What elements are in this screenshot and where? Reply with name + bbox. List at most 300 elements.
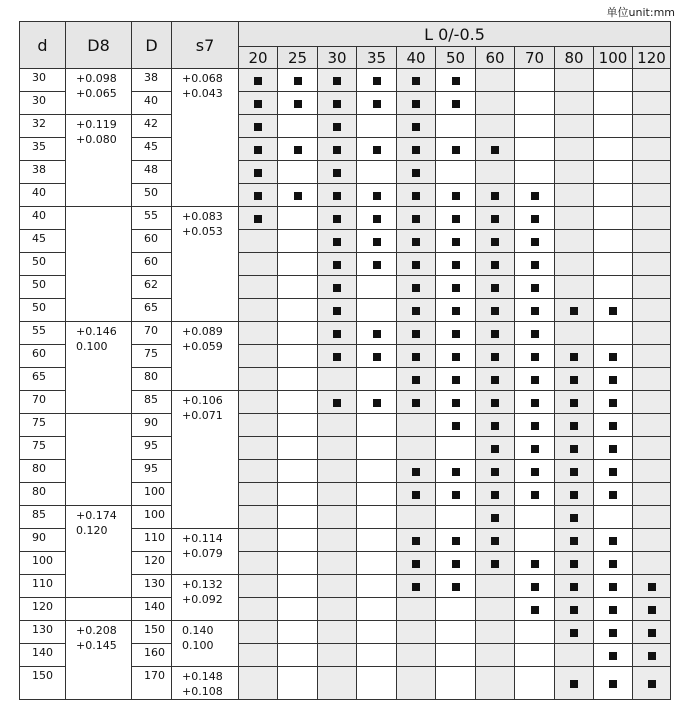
- available-mark-icon: [373, 261, 381, 269]
- available-mark-icon: [491, 330, 499, 338]
- length-cell-70: [515, 138, 555, 161]
- cell-d: 35: [20, 138, 66, 161]
- available-mark-icon: [491, 307, 499, 315]
- length-cell-35: [357, 115, 397, 138]
- length-cell-70: [515, 207, 555, 230]
- length-cell-25: [278, 161, 318, 184]
- length-cell-100: [594, 506, 633, 529]
- length-cell-70: [515, 322, 555, 345]
- available-mark-icon: [609, 353, 617, 361]
- available-mark-icon: [373, 330, 381, 338]
- length-cell-20: [239, 621, 278, 644]
- available-mark-icon: [452, 468, 460, 476]
- length-cell-120: [633, 575, 671, 598]
- length-cell-35: [357, 92, 397, 115]
- cell-s7-tolerance: +0.148 +0.108: [172, 667, 239, 700]
- length-cell-25: [278, 253, 318, 276]
- header-length-60: 60: [476, 47, 515, 69]
- length-cell-40: [397, 299, 436, 322]
- length-cell-25: [278, 138, 318, 161]
- length-cell-50: [436, 345, 476, 368]
- available-mark-icon: [491, 537, 499, 545]
- length-cell-35: [357, 253, 397, 276]
- length-cell-100: [594, 575, 633, 598]
- length-cell-120: [633, 184, 671, 207]
- length-cell-50: [436, 552, 476, 575]
- length-cell-100: [594, 69, 633, 92]
- length-cell-70: [515, 299, 555, 322]
- length-cell-30: [318, 92, 357, 115]
- length-cell-25: [278, 115, 318, 138]
- available-mark-icon: [491, 261, 499, 269]
- length-cell-80: [555, 322, 594, 345]
- length-cell-80: [555, 529, 594, 552]
- length-cell-35: [357, 138, 397, 161]
- length-cell-100: [594, 644, 633, 667]
- length-cell-50: [436, 161, 476, 184]
- cell-d: 32: [20, 115, 66, 138]
- cell-d: 50: [20, 299, 66, 322]
- available-mark-icon: [452, 215, 460, 223]
- available-mark-icon: [452, 560, 460, 568]
- length-cell-30: [318, 138, 357, 161]
- length-cell-60: [476, 207, 515, 230]
- length-cell-100: [594, 529, 633, 552]
- cell-d8-tolerance: +0.174 0.120: [66, 506, 132, 598]
- cell-d: 80: [20, 460, 66, 483]
- available-mark-icon: [373, 192, 381, 200]
- available-mark-icon: [491, 468, 499, 476]
- length-cell-25: [278, 644, 318, 667]
- available-mark-icon: [570, 491, 578, 499]
- length-cell-60: [476, 414, 515, 437]
- available-mark-icon: [452, 376, 460, 384]
- length-cell-20: [239, 598, 278, 621]
- available-mark-icon: [531, 399, 539, 407]
- length-cell-50: [436, 184, 476, 207]
- length-cell-60: [476, 184, 515, 207]
- length-cell-80: [555, 621, 594, 644]
- length-cell-40: [397, 667, 436, 700]
- available-mark-icon: [412, 376, 420, 384]
- length-cell-20: [239, 276, 278, 299]
- length-cell-20: [239, 299, 278, 322]
- length-cell-35: [357, 414, 397, 437]
- cell-outer-d: 62: [132, 276, 172, 299]
- length-cell-70: [515, 276, 555, 299]
- available-mark-icon: [254, 77, 262, 85]
- cell-outer-d: 65: [132, 299, 172, 322]
- length-cell-20: [239, 184, 278, 207]
- length-cell-60: [476, 230, 515, 253]
- available-mark-icon: [609, 606, 617, 614]
- length-cell-20: [239, 69, 278, 92]
- cell-d: 45: [20, 230, 66, 253]
- cell-outer-d: 75: [132, 345, 172, 368]
- available-mark-icon: [570, 399, 578, 407]
- length-cell-20: [239, 253, 278, 276]
- available-mark-icon: [609, 629, 617, 637]
- available-mark-icon: [491, 215, 499, 223]
- available-mark-icon: [294, 100, 302, 108]
- length-cell-35: [357, 391, 397, 414]
- available-mark-icon: [570, 376, 578, 384]
- cell-d: 75: [20, 437, 66, 460]
- length-cell-30: [318, 506, 357, 529]
- length-cell-40: [397, 529, 436, 552]
- available-mark-icon: [609, 652, 617, 660]
- available-mark-icon: [412, 192, 420, 200]
- length-cell-120: [633, 460, 671, 483]
- length-cell-40: [397, 598, 436, 621]
- header-length-20: 20: [239, 47, 278, 69]
- available-mark-icon: [648, 583, 656, 591]
- available-mark-icon: [412, 77, 420, 85]
- available-mark-icon: [412, 468, 420, 476]
- available-mark-icon: [254, 215, 262, 223]
- length-cell-20: [239, 368, 278, 391]
- length-cell-80: [555, 138, 594, 161]
- length-cell-60: [476, 368, 515, 391]
- length-cell-60: [476, 575, 515, 598]
- length-cell-20: [239, 483, 278, 506]
- length-cell-120: [633, 391, 671, 414]
- available-mark-icon: [491, 146, 499, 154]
- available-mark-icon: [373, 353, 381, 361]
- length-cell-60: [476, 667, 515, 700]
- available-mark-icon: [333, 192, 341, 200]
- header-length-80: 80: [555, 47, 594, 69]
- length-cell-60: [476, 161, 515, 184]
- length-cell-60: [476, 115, 515, 138]
- length-cell-35: [357, 368, 397, 391]
- available-mark-icon: [491, 399, 499, 407]
- length-cell-60: [476, 460, 515, 483]
- length-cell-100: [594, 276, 633, 299]
- length-cell-100: [594, 253, 633, 276]
- available-mark-icon: [531, 491, 539, 499]
- length-cell-20: [239, 138, 278, 161]
- length-cell-35: [357, 667, 397, 700]
- cell-outer-d: 60: [132, 230, 172, 253]
- length-cell-70: [515, 552, 555, 575]
- length-cell-20: [239, 667, 278, 700]
- available-mark-icon: [609, 468, 617, 476]
- cell-d: 85: [20, 506, 66, 529]
- available-mark-icon: [452, 77, 460, 85]
- available-mark-icon: [412, 169, 420, 177]
- length-cell-100: [594, 230, 633, 253]
- length-cell-25: [278, 276, 318, 299]
- available-mark-icon: [648, 652, 656, 660]
- cell-outer-d: 150: [132, 621, 172, 644]
- available-mark-icon: [412, 307, 420, 315]
- length-cell-20: [239, 115, 278, 138]
- length-cell-25: [278, 598, 318, 621]
- available-mark-icon: [452, 422, 460, 430]
- available-mark-icon: [570, 514, 578, 522]
- length-cell-30: [318, 368, 357, 391]
- available-mark-icon: [609, 491, 617, 499]
- length-cell-80: [555, 253, 594, 276]
- length-cell-25: [278, 552, 318, 575]
- length-cell-70: [515, 529, 555, 552]
- available-mark-icon: [452, 192, 460, 200]
- length-cell-80: [555, 437, 594, 460]
- available-mark-icon: [531, 468, 539, 476]
- available-mark-icon: [412, 100, 420, 108]
- available-mark-icon: [609, 445, 617, 453]
- length-cell-80: [555, 161, 594, 184]
- length-cell-25: [278, 667, 318, 700]
- length-cell-120: [633, 598, 671, 621]
- cell-outer-d: 42: [132, 115, 172, 138]
- length-cell-100: [594, 138, 633, 161]
- length-cell-120: [633, 207, 671, 230]
- length-cell-25: [278, 460, 318, 483]
- length-cell-70: [515, 460, 555, 483]
- length-cell-25: [278, 322, 318, 345]
- length-cell-50: [436, 575, 476, 598]
- length-cell-120: [633, 437, 671, 460]
- cell-outer-d: 40: [132, 92, 172, 115]
- length-cell-50: [436, 506, 476, 529]
- header-outer-d: D: [132, 22, 172, 69]
- length-cell-120: [633, 368, 671, 391]
- available-mark-icon: [491, 514, 499, 522]
- cell-outer-d: 130: [132, 575, 172, 598]
- length-cell-100: [594, 115, 633, 138]
- length-cell-25: [278, 299, 318, 322]
- cell-d: 120: [20, 598, 66, 621]
- length-cell-40: [397, 506, 436, 529]
- length-cell-100: [594, 483, 633, 506]
- cell-outer-d: 95: [132, 460, 172, 483]
- length-cell-30: [318, 299, 357, 322]
- length-cell-40: [397, 207, 436, 230]
- available-mark-icon: [333, 169, 341, 177]
- cell-d: 80: [20, 483, 66, 506]
- length-cell-50: [436, 230, 476, 253]
- length-cell-25: [278, 184, 318, 207]
- length-cell-100: [594, 299, 633, 322]
- cell-d8-tolerance: [66, 207, 132, 322]
- available-mark-icon: [294, 146, 302, 154]
- available-mark-icon: [491, 284, 499, 292]
- length-cell-50: [436, 644, 476, 667]
- header-length-40: 40: [397, 47, 436, 69]
- length-cell-30: [318, 161, 357, 184]
- length-cell-40: [397, 184, 436, 207]
- length-cell-120: [633, 644, 671, 667]
- available-mark-icon: [452, 399, 460, 407]
- length-cell-35: [357, 598, 397, 621]
- available-mark-icon: [531, 215, 539, 223]
- available-mark-icon: [609, 422, 617, 430]
- cell-d: 40: [20, 207, 66, 230]
- length-cell-35: [357, 621, 397, 644]
- available-mark-icon: [373, 238, 381, 246]
- cell-d8-tolerance: +0.208 +0.145: [66, 621, 132, 700]
- available-mark-icon: [333, 284, 341, 292]
- cell-outer-d: 95: [132, 437, 172, 460]
- length-cell-60: [476, 598, 515, 621]
- length-cell-30: [318, 621, 357, 644]
- length-cell-25: [278, 621, 318, 644]
- available-mark-icon: [531, 376, 539, 384]
- available-mark-icon: [570, 445, 578, 453]
- cell-d: 55: [20, 322, 66, 345]
- length-cell-70: [515, 115, 555, 138]
- available-mark-icon: [373, 146, 381, 154]
- available-mark-icon: [609, 560, 617, 568]
- available-mark-icon: [373, 100, 381, 108]
- available-mark-icon: [609, 583, 617, 591]
- length-cell-50: [436, 598, 476, 621]
- cell-d: 140: [20, 644, 66, 667]
- length-cell-40: [397, 161, 436, 184]
- length-cell-70: [515, 437, 555, 460]
- length-cell-80: [555, 276, 594, 299]
- length-cell-60: [476, 621, 515, 644]
- cell-d: 75: [20, 414, 66, 437]
- length-cell-40: [397, 138, 436, 161]
- available-mark-icon: [609, 680, 617, 688]
- length-cell-120: [633, 92, 671, 115]
- cell-d8-tolerance: [66, 598, 132, 621]
- length-cell-50: [436, 276, 476, 299]
- length-cell-50: [436, 414, 476, 437]
- length-cell-40: [397, 483, 436, 506]
- cell-s7-tolerance: 0.140 0.100: [172, 621, 239, 667]
- length-cell-120: [633, 483, 671, 506]
- available-mark-icon: [570, 353, 578, 361]
- length-cell-120: [633, 69, 671, 92]
- length-cell-70: [515, 253, 555, 276]
- cell-outer-d: 120: [132, 552, 172, 575]
- cell-d: 30: [20, 69, 66, 92]
- length-cell-60: [476, 529, 515, 552]
- available-mark-icon: [491, 192, 499, 200]
- available-mark-icon: [491, 491, 499, 499]
- length-cell-80: [555, 230, 594, 253]
- length-cell-20: [239, 529, 278, 552]
- length-cell-25: [278, 207, 318, 230]
- length-cell-120: [633, 345, 671, 368]
- length-cell-100: [594, 368, 633, 391]
- length-cell-40: [397, 391, 436, 414]
- cell-s7-tolerance: +0.068 +0.043: [172, 69, 239, 207]
- length-cell-40: [397, 115, 436, 138]
- length-cell-30: [318, 414, 357, 437]
- cell-d: 60: [20, 345, 66, 368]
- length-cell-60: [476, 253, 515, 276]
- length-cell-50: [436, 368, 476, 391]
- header-length-120: 120: [633, 47, 671, 69]
- length-cell-80: [555, 368, 594, 391]
- length-cell-35: [357, 483, 397, 506]
- available-mark-icon: [412, 330, 420, 338]
- length-cell-20: [239, 575, 278, 598]
- available-mark-icon: [648, 629, 656, 637]
- length-cell-100: [594, 414, 633, 437]
- length-cell-20: [239, 92, 278, 115]
- length-cell-20: [239, 644, 278, 667]
- available-mark-icon: [333, 100, 341, 108]
- length-cell-35: [357, 644, 397, 667]
- available-mark-icon: [609, 399, 617, 407]
- table-row: [20, 322, 671, 345]
- cell-outer-d: 85: [132, 391, 172, 414]
- length-cell-120: [633, 621, 671, 644]
- length-cell-80: [555, 391, 594, 414]
- length-cell-50: [436, 529, 476, 552]
- header-length: L 0/-0.5: [239, 22, 671, 47]
- cell-d: 38: [20, 161, 66, 184]
- cell-d: 150: [20, 667, 66, 700]
- length-cell-70: [515, 184, 555, 207]
- length-cell-60: [476, 644, 515, 667]
- length-cell-70: [515, 161, 555, 184]
- length-cell-100: [594, 460, 633, 483]
- available-mark-icon: [412, 560, 420, 568]
- cell-outer-d: 100: [132, 506, 172, 529]
- length-cell-80: [555, 207, 594, 230]
- length-cell-70: [515, 69, 555, 92]
- length-cell-80: [555, 115, 594, 138]
- length-cell-40: [397, 460, 436, 483]
- available-mark-icon: [254, 123, 262, 131]
- available-mark-icon: [412, 491, 420, 499]
- table-row: [20, 506, 671, 529]
- available-mark-icon: [254, 169, 262, 177]
- length-cell-40: [397, 69, 436, 92]
- length-cell-100: [594, 598, 633, 621]
- header-d8: D8: [66, 22, 132, 69]
- length-cell-60: [476, 92, 515, 115]
- header-length-35: 35: [357, 47, 397, 69]
- available-mark-icon: [570, 307, 578, 315]
- length-cell-25: [278, 230, 318, 253]
- length-cell-100: [594, 184, 633, 207]
- available-mark-icon: [452, 307, 460, 315]
- available-mark-icon: [452, 537, 460, 545]
- available-mark-icon: [333, 261, 341, 269]
- length-cell-25: [278, 69, 318, 92]
- length-cell-70: [515, 506, 555, 529]
- length-cell-35: [357, 276, 397, 299]
- length-cell-30: [318, 483, 357, 506]
- length-cell-50: [436, 460, 476, 483]
- available-mark-icon: [452, 583, 460, 591]
- length-cell-30: [318, 437, 357, 460]
- available-mark-icon: [491, 445, 499, 453]
- length-cell-50: [436, 299, 476, 322]
- available-mark-icon: [412, 284, 420, 292]
- cell-d: 110: [20, 575, 66, 598]
- length-cell-80: [555, 644, 594, 667]
- length-cell-30: [318, 322, 357, 345]
- available-mark-icon: [648, 680, 656, 688]
- length-cell-40: [397, 414, 436, 437]
- available-mark-icon: [570, 422, 578, 430]
- header-length-25: 25: [278, 47, 318, 69]
- cell-d: 65: [20, 368, 66, 391]
- length-cell-20: [239, 391, 278, 414]
- length-cell-80: [555, 598, 594, 621]
- available-mark-icon: [333, 307, 341, 315]
- available-mark-icon: [609, 376, 617, 384]
